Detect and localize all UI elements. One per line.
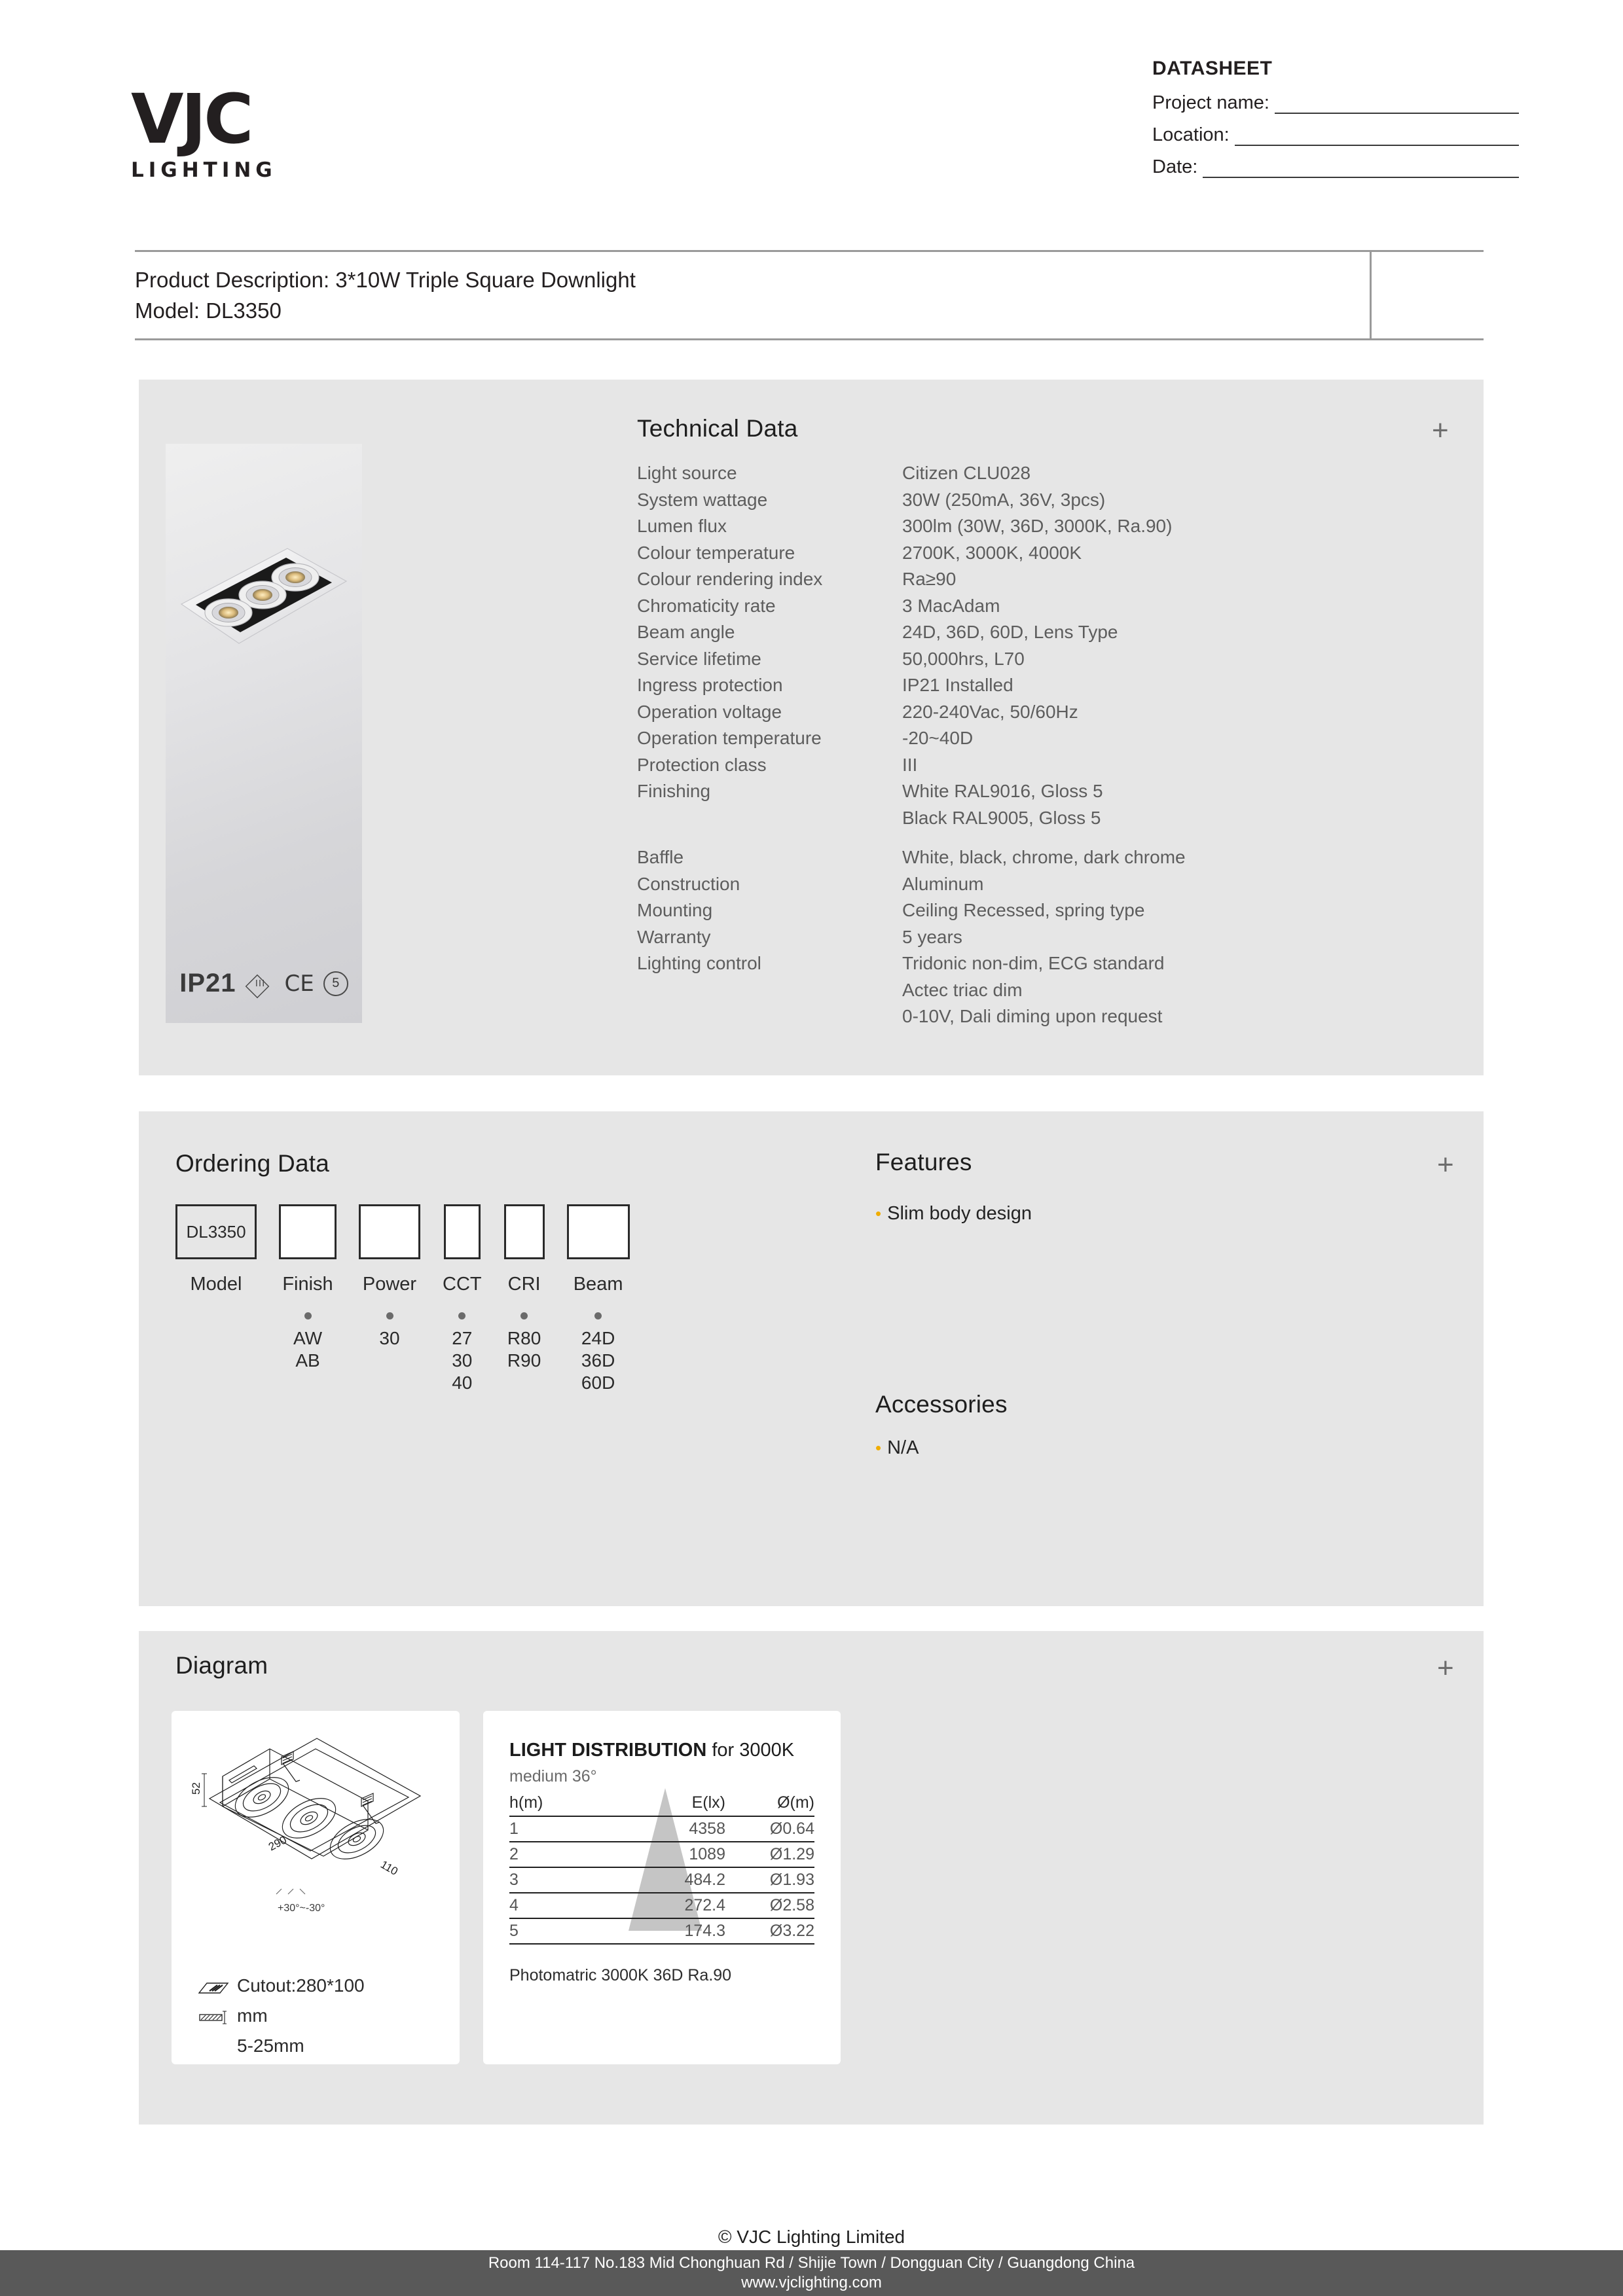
ordering-column-caption: Model — [190, 1274, 242, 1295]
technical-data-label: Operation voltage — [637, 701, 782, 722]
technical-data-value: Ceiling Recessed, spring type — [902, 900, 1145, 920]
ld-cell-h: 4 — [509, 1896, 519, 1914]
technical-data-value: White RAL9016, Gloss 5 — [902, 781, 1103, 801]
technical-data-value: -20~40D — [902, 728, 974, 748]
ld-cell-diameter: Ø1.29 — [769, 1845, 814, 1863]
ordering-option-dot — [594, 1312, 602, 1319]
technical-data-value: White, black, chrome, dark chrome — [902, 847, 1186, 867]
product-band-divider — [1370, 250, 1372, 340]
ordering-code-box[interactable] — [279, 1204, 337, 1259]
dimension-drawing — [172, 1711, 460, 1973]
feature-item-text: Slim body design — [887, 1203, 1032, 1224]
accessory-item-text: N/A — [887, 1437, 919, 1458]
ordering-column-caption: Power — [362, 1274, 417, 1295]
col-header-h: h(m) — [509, 1793, 543, 1812]
ordering-option[interactable]: AB — [295, 1350, 320, 1371]
technical-data-row — [637, 540, 1462, 567]
ordering-option-dot — [213, 1312, 220, 1319]
technical-drawing-card — [172, 1711, 460, 2064]
technical-data-value: Citizen CLU028 — [902, 463, 1031, 483]
ld-cell-h: 1 — [509, 1820, 519, 1838]
ordering-option-list — [452, 1327, 472, 1394]
datasheet-label: DATASHEET — [1152, 58, 1273, 79]
ld-cell-diameter: Ø2.58 — [769, 1896, 814, 1914]
technical-data-row — [637, 871, 1462, 898]
ordering-option[interactable]: 30 — [452, 1350, 473, 1371]
ordering-column — [359, 1204, 420, 1350]
ordering-option[interactable]: 24D — [581, 1328, 615, 1348]
technical-data-label: Service lifetime — [637, 648, 761, 669]
technical-data-row — [637, 646, 1462, 673]
ld-cell-diameter: Ø1.93 — [769, 1871, 814, 1889]
location-label: Location: — [1152, 124, 1230, 145]
technical-data-label: Baffle — [637, 847, 684, 867]
ld-cell-E: 174.3 — [684, 1922, 725, 1940]
product-photo — [166, 444, 362, 1023]
ordering-option[interactable]: 36D — [581, 1350, 615, 1371]
copyright-text: © VJC Lighting Limited — [718, 2227, 905, 2247]
ip-rating-label: IP21 — [179, 969, 236, 997]
ordering-code-box[interactable] — [504, 1204, 545, 1259]
technical-data-label: Construction — [637, 873, 740, 894]
ce-mark-icon: CE — [284, 970, 314, 997]
spacer-icon — [198, 2033, 237, 2037]
footer-website[interactable]: www.vjclighting.com — [741, 2274, 882, 2291]
technical-data-label: Chromaticity rate — [637, 595, 776, 616]
light-distribution-subtitle: medium 36° — [509, 1767, 597, 1785]
datasheet-header-block — [1152, 58, 1519, 185]
technical-data-label — [637, 977, 902, 1004]
ordering-code-box[interactable] — [359, 1204, 420, 1259]
technical-data-row — [637, 725, 1462, 752]
technical-data-label: Colour rendering index — [637, 569, 823, 589]
ordering-column-caption: Beam — [573, 1274, 623, 1295]
ordering-column-caption: CRI — [507, 1274, 541, 1295]
cutout-icon — [198, 1973, 237, 2003]
tilt-range-text: +30°~-30° — [278, 1903, 325, 1914]
downlight-illustration — [166, 444, 362, 1023]
ordering-option-list — [379, 1327, 399, 1350]
brand-logo — [131, 79, 327, 182]
technical-data-label: Operation temperature — [637, 728, 822, 748]
bullet-icon: • — [875, 1438, 882, 1458]
ordering-option[interactable]: R90 — [507, 1350, 541, 1371]
features-list — [875, 1201, 1399, 1460]
features-title: Features — [875, 1149, 972, 1175]
ordering-option[interactable]: 40 — [452, 1372, 473, 1393]
ordering-option[interactable]: AW — [293, 1328, 323, 1348]
technical-data-title: Technical Data — [637, 415, 798, 442]
accessories-title: Accessories — [875, 1391, 1008, 1418]
technical-data-label: Protection class — [637, 754, 767, 775]
ordering-option-dot — [458, 1312, 465, 1319]
table-header-row — [509, 1793, 814, 1816]
technical-data-label — [637, 805, 902, 832]
location-field[interactable] — [1152, 121, 1519, 146]
technical-data-value: III — [902, 754, 918, 775]
footer-bar — [0, 2250, 1623, 2296]
technical-data-label: Colour temperature — [637, 542, 795, 563]
feature-item — [875, 1201, 1399, 1226]
technical-data-value: 24D, 36D, 60D, Lens Type — [902, 622, 1118, 642]
ordering-column — [443, 1204, 482, 1394]
ld-cell-E: 1089 — [689, 1845, 725, 1863]
ld-cell-h: 5 — [509, 1922, 519, 1940]
technical-data-label: Mounting — [637, 900, 713, 920]
light-distribution-row — [509, 1918, 814, 1945]
technical-data-row — [637, 460, 1462, 487]
technical-data-row — [637, 672, 1462, 699]
col-header-e: E(lx) — [691, 1793, 725, 1812]
cutout-row — [198, 1973, 447, 2003]
technical-data-value: Actec triac dim — [902, 979, 1023, 1000]
dim-width-text: 110 — [378, 1858, 400, 1878]
technical-data-row — [637, 752, 1462, 779]
technical-data-label — [637, 1003, 902, 1030]
expand-plus-icon-technical[interactable]: + — [1432, 414, 1449, 446]
light-distribution-table — [509, 1793, 814, 1945]
project-name-field[interactable] — [1152, 89, 1519, 114]
technical-data-row — [637, 593, 1462, 620]
date-field[interactable] — [1152, 153, 1519, 178]
technical-data-value: 2700K, 3000K, 4000K — [902, 542, 1082, 563]
technical-data-row — [637, 950, 1462, 977]
ordering-column — [175, 1204, 257, 1327]
light-distribution-card — [483, 1711, 841, 2064]
ordering-code-builder — [175, 1204, 652, 1394]
technical-data-value: Tridonic non-dim, ECG standard — [902, 953, 1165, 973]
location-input[interactable] — [1235, 126, 1519, 146]
technical-data-spacer — [637, 831, 1462, 844]
technical-data-value: 3 MacAdam — [902, 595, 1000, 616]
ordering-option[interactable]: 60D — [581, 1372, 615, 1393]
ordering-column — [567, 1204, 630, 1394]
light-distribution-row — [509, 1867, 814, 1892]
technical-data-value: 5 years — [902, 926, 962, 947]
light-distribution-title — [509, 1740, 794, 1761]
technical-data-value: IP21 Installed — [902, 675, 1013, 695]
cutout-unit-text: mm — [237, 2005, 268, 2026]
product-band-top-rule — [135, 250, 1484, 252]
ordering-code-box[interactable] — [567, 1204, 630, 1259]
ordering-option-dot — [304, 1312, 312, 1319]
technical-data-row — [637, 924, 1462, 951]
project-name-label: Project name: — [1152, 92, 1269, 113]
date-label: Date: — [1152, 156, 1198, 177]
technical-data-list — [637, 460, 1462, 1030]
technical-data-value: Aluminum — [902, 873, 984, 894]
ordering-option-list — [293, 1327, 322, 1372]
col-header-diameter: Ø(m) — [777, 1793, 814, 1812]
ordering-column-caption: CCT — [443, 1274, 482, 1295]
warranty-years-icon: 5 — [323, 971, 348, 996]
technical-data-label: Finishing — [637, 781, 711, 801]
ordering-option[interactable]: 30 — [379, 1328, 400, 1348]
ld-cell-E: 272.4 — [684, 1896, 725, 1914]
product-description-block — [135, 265, 1313, 327]
ld-cell-diameter: Ø0.64 — [769, 1820, 814, 1838]
ld-cell-E: 484.2 — [684, 1871, 725, 1889]
ordering-code-box[interactable] — [444, 1204, 481, 1259]
technical-data-row — [637, 897, 1462, 924]
footer-address: Room 114-117 No.183 Mid Chonghuan Rd / Shijie Town / Dongguan City / Guangdong China — [488, 2254, 1135, 2272]
ordering-column-caption: Finish — [282, 1274, 333, 1295]
logo-wordmark: VJC — [131, 79, 251, 159]
technical-data-row — [637, 805, 1462, 832]
accessory-item — [875, 1435, 1399, 1460]
technical-data-value: Ra≥90 — [902, 569, 957, 589]
protection-class-text: III — [255, 978, 266, 989]
ordering-option[interactable]: R80 — [507, 1328, 541, 1348]
ceiling-thickness-icon — [198, 2003, 237, 2033]
technical-data-value: 300lm (30W, 36D, 3000K, Ra.90) — [902, 516, 1173, 536]
technical-data-value: 50,000hrs, L70 — [902, 648, 1025, 669]
ld-cell-h: 2 — [509, 1845, 519, 1863]
ld-cell-h: 3 — [509, 1871, 519, 1889]
product-photo-render — [166, 444, 362, 1023]
dim-length-text: 290 — [266, 1833, 289, 1854]
ceiling-thickness-text: 5-25mm — [237, 2036, 304, 2056]
technical-data-value: 0-10V, Dali diming upon request — [902, 1006, 1163, 1026]
bullet-icon: • — [875, 1204, 882, 1223]
logo-subtitle: LIGHTING — [131, 158, 277, 182]
thickness-row — [198, 2003, 447, 2033]
technical-data-label: Beam angle — [637, 622, 735, 642]
technical-data-value: Black RAL9005, Gloss 5 — [902, 807, 1101, 828]
cutout-text: Cutout:280*100 — [237, 1975, 365, 1996]
ld-cell-E: 4358 — [689, 1820, 725, 1838]
technical-data-row — [637, 513, 1462, 540]
photo-certification-row — [166, 969, 362, 998]
ordering-option-dot — [520, 1312, 528, 1319]
product-description: Product Description: 3*10W Triple Square Downlight — [135, 268, 636, 292]
ordering-data-title: Ordering Data — [175, 1150, 329, 1177]
light-distribution-row — [509, 1892, 814, 1918]
technical-data-label: System wattage — [637, 489, 768, 510]
light-distribution-row — [509, 1841, 814, 1867]
technical-data-label: Lighting control — [637, 953, 761, 973]
ordering-column — [279, 1204, 337, 1372]
expand-plus-icon-features[interactable]: + — [1437, 1149, 1454, 1181]
cutout-info-block — [198, 1973, 447, 2059]
product-model: Model: DL3350 — [135, 298, 282, 323]
technical-data-value: 30W (250mA, 36V, 3pcs) — [902, 489, 1106, 510]
ordering-option-list — [581, 1327, 615, 1394]
technical-data-label: Ingress protection — [637, 675, 783, 695]
technical-data-row — [637, 699, 1462, 726]
diagram-title: Diagram — [175, 1652, 268, 1679]
product-band-bottom-rule — [135, 338, 1484, 340]
ordering-column — [504, 1204, 545, 1372]
ld-title-light: for 3000K — [712, 1740, 795, 1761]
expand-plus-icon-diagram[interactable]: + — [1437, 1652, 1454, 1684]
thickness-value-row — [198, 2033, 447, 2059]
technical-data-row — [637, 487, 1462, 514]
light-distribution-row — [509, 1816, 814, 1841]
dim-height-text: 52 — [190, 1782, 202, 1795]
technical-data-row — [637, 778, 1462, 805]
ordering-option-dot — [386, 1312, 393, 1319]
ld-title-bold: LIGHT DISTRIBUTION — [509, 1740, 707, 1761]
date-input[interactable] — [1203, 158, 1519, 178]
technical-data-value: 220-240Vac, 50/60Hz — [902, 701, 1078, 722]
project-name-input[interactable] — [1275, 94, 1519, 114]
technical-data-row — [637, 619, 1462, 646]
technical-data-row — [637, 977, 1462, 1004]
ordering-option-list — [507, 1327, 541, 1372]
protection-class-icon — [246, 975, 276, 993]
photometric-footer-text: Photomatric 3000K 36D Ra.90 — [509, 1966, 732, 1984]
ordering-option[interactable]: 27 — [452, 1328, 473, 1348]
technical-data-label: Light source — [637, 463, 737, 483]
technical-data-label: Lumen flux — [637, 516, 727, 536]
technical-data-row — [637, 566, 1462, 593]
technical-data-label: Warranty — [637, 926, 711, 947]
ld-cell-diameter: Ø3.22 — [769, 1922, 814, 1940]
technical-data-row — [637, 844, 1462, 871]
technical-data-row — [637, 1003, 1462, 1030]
ordering-code-box[interactable]: DL3350 — [175, 1204, 257, 1259]
